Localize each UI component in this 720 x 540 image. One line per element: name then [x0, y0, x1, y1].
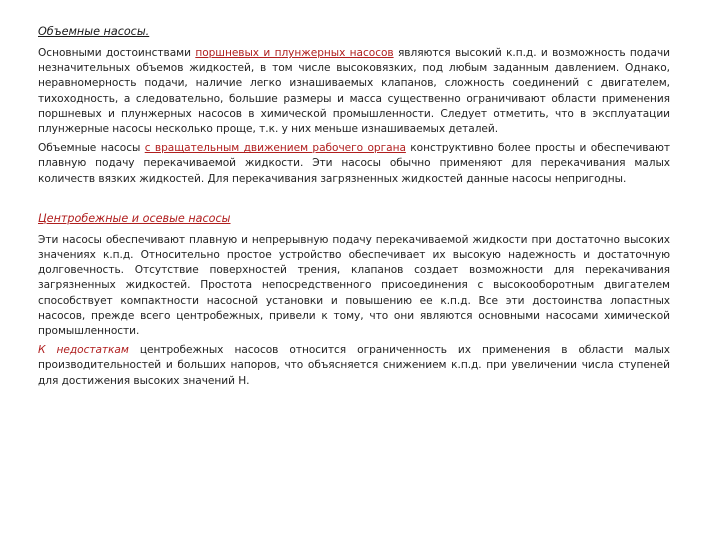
document-page — [38, 24, 670, 393]
paragraph-piston-pumps — [38, 46, 670, 137]
link-rotary-pumps[interactable]: с вращательным движением рабочего органа — [144, 142, 406, 155]
paragraph-centrifugal-disadvantages — [38, 343, 670, 389]
text-segment: являются высокий к.п.д. и возможность подачи незначительных объемов жидкостей, в том числе высоковязких, под любым заданным давлением. Однако, неравномерность подачи, наличие легко изнашиваемых клапанов, сложность соединений с двигателем, тихоходность, а следовательно, большие размеры и масса существенно ограничивают области применения поршневых и плунжерных насосов в химической промышленности. Следует отметить, что в эксплуатации плунжерные насосы несколько проще, т.к. у них меньше изнашиваемых деталей. — [38, 47, 670, 136]
text-disadvantages-lead: К недостаткам — [38, 344, 129, 357]
link-piston-plunger-pumps[interactable]: поршневых и плунжерных насосов — [195, 47, 394, 59]
text-segment: Основными достоинствами — [38, 47, 196, 59]
section-title-volumetric-pumps: Объемные насосы. — [38, 25, 150, 38]
section-title-centrifugal-pumps[interactable]: Центробежные и осевые насосы — [38, 211, 231, 225]
text-segment: центробежных насосов относится ограниченность их применения в области малых производительностей и больших напоров, что объясняется снижением к.п.д. при увеличении числа ступеней для достижения высоких значений Н. — [38, 344, 670, 387]
text-segment: Объемные насосы — [38, 142, 145, 155]
text-segment: конструктивно более просты и обеспечивают плавную подачу перекачиваемой жидкости. Эти насосы обычно применяют для перекачивания малых количеств вязких жидкостей. Для перекачивания загрязненных жидкостей данные насосы непригодны. — [38, 142, 670, 185]
paragraph-rotary-pumps — [38, 141, 670, 187]
spacer — [38, 191, 670, 211]
paragraph-centrifugal-advantages: Эти насосы обеспечивают плавную и непрерывную подачу перекачиваемой жидкости при достаточно высоких значениях к.п.д. Относительно простое устройство обеспечивает их высокую надежность и достаточную долговечность. Отсутствие поверхностей трения, клапанов создает возможности для перекачивания загрязненных жидкостей. Простота непосредственного присоединения с высокооборотным двигателем способствует компактности насосной установки и повышению ее к.п.д. Все эти достоинства лопастных насосов, прежде всего центробежных, привели к тому, что они являются основными насосами химической промышленности. — [38, 233, 670, 338]
